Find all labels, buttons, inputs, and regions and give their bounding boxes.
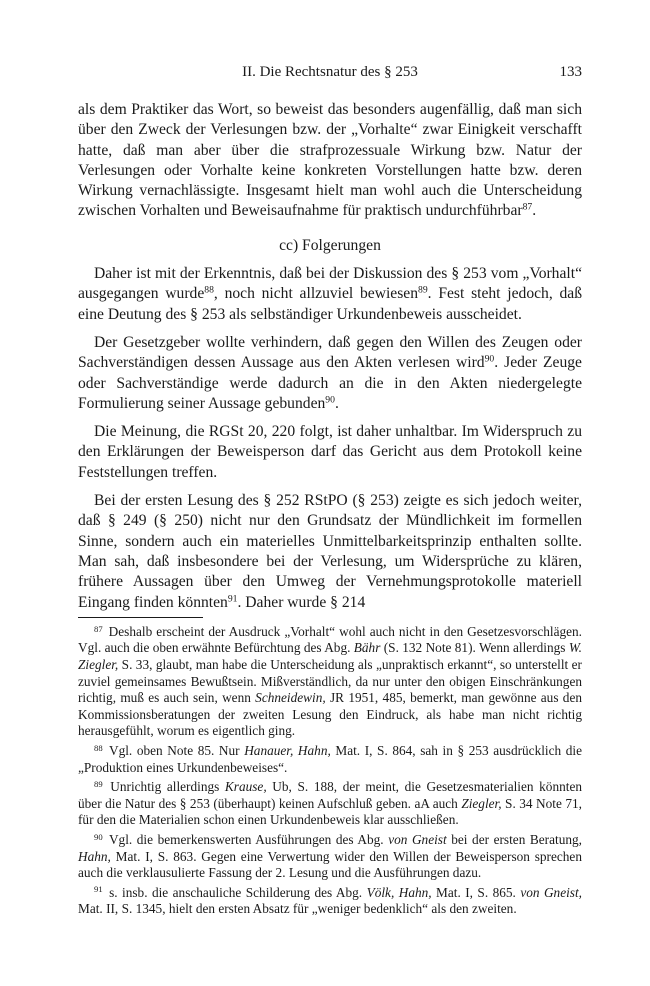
cited-name: von Gneist [388, 831, 447, 847]
footnote-text: Ub, S. 188, der meint, die Gesetzesmaterialien könnten über die Natur des § 253 (überhaupt) keinen Aufschluß geben. aA auch [78, 779, 582, 811]
footnote-reference: 88 [204, 285, 214, 297]
footnote-number: 88 [94, 742, 103, 753]
footnote-text: S. 33, glaubt, man habe die Unterscheidung als „unpraktisch erkannt“, so unterstellt er zuviel gemeinsames Bewußtsein. Mißverständlich, da nur unter den obigen Einschränkungen richtig, muß es auch sein, wenn [78, 657, 582, 706]
footnote [78, 743, 582, 776]
footnote-text: Mat. I, S. 863. Gegen eine Verwertung wider den Willen der Beweisperson sprechen auch die verklausulierte Fassung der 2. Lesung und die Ausführungen dazu. [78, 848, 582, 881]
running-header [78, 64, 582, 84]
footnote-text: Vgl. oben Note 85. Nur [108, 742, 245, 758]
cited-name: Ziegler, [461, 795, 502, 811]
paragraph-text: . Jeder Zeuge oder Sachverständige werde dadurch an die in den Akten niedergelegte Formulierung seiner Aussage gebunden [78, 354, 582, 412]
paragraph [78, 100, 582, 222]
section-heading: cc) Folgerungen [279, 236, 381, 254]
footnote-text: Vgl. die bemerkenswerten Ausführungen des Abg. [108, 831, 389, 847]
cited-name: Schneidewin, [255, 690, 326, 706]
cited-name: Bähr [353, 640, 381, 656]
footnote [78, 885, 582, 918]
cited-name: W. Ziegler, [78, 640, 582, 673]
footnote-reference: 87 [522, 202, 533, 214]
page-number: 133 [559, 64, 582, 80]
footnote-text: S. 34 Note 71, für den die Materialien schon einen Urkundenbeweis klar ausschließen. [78, 795, 582, 828]
footnote-reference: 89 [418, 285, 428, 297]
paragraph [78, 491, 582, 613]
paragraph [78, 264, 582, 325]
paragraph-text: . Daher wurde § 214 [237, 593, 366, 611]
footnote-divider [78, 617, 203, 618]
cited-name: Völk, Hahn, [366, 884, 432, 900]
main-text [78, 100, 582, 921]
running-title: II. Die Rechtsnatur des § 253 [242, 64, 418, 80]
footnote-reference: 91 [227, 593, 238, 605]
paragraph-text: , noch nicht allzuviel bewiesen [213, 285, 419, 303]
paragraph-text: . [334, 394, 339, 412]
footnote-text: (S. 132 Note 81). Wenn allerdings [380, 640, 569, 656]
footnote-number: 90 [94, 831, 103, 842]
paragraph-text: Daher ist mit der Erkenntnis, daß bei der Diskussion des § 253 vom „Vorhalt“ ausgegangen wurde [78, 265, 582, 303]
footnote-text: bei der ersten Beratung, [446, 831, 582, 847]
footnote-text: Deshalb erscheint der Ausdruck „Vorhalt“ wohl auch nicht in den Gesetzesvorschlägen. Vgl. auch die oben erwähnte Befürchtung des Abg. [78, 623, 582, 656]
footnote-text: s. insb. die anschauliche Schilderung des Abg. [109, 884, 367, 900]
footnote-text: Mat. I, S. 864, sah in § 253 ausdrücklich die „Produktion eines Urkundenbeweises“. [78, 742, 583, 775]
footnote-number: 89 [94, 778, 103, 789]
footnote [78, 624, 582, 740]
footnote-number: 91 [94, 884, 103, 895]
footnote-reference: 90 [325, 394, 335, 406]
footnote-text: JR 1951, 485, bemerkt, man gewönne aus den Kommissionsberatungen der zweiten Lesung den Eindruck, als habe man nicht richtig herausgefühlt, worum es eigentlich ging. [78, 690, 583, 739]
paragraph-text: Bei der ersten Lesung des § 252 RStPO (§ 253) zeigte es sich jedoch weiter, daß § 249 (§ 250) nicht nur den Grundsatz der Mündlichkeit im formellen Sinne, sondern auch ein materielles Unmittelbarkeitsprinzip enthalten sollte. Man sah, daß insbesondere bei der Verlesung, um Widersprüche zu klären, frühere Aussagen über den Umweg der Vernehmungsprotokolle materiell Eingang finden könnten [78, 492, 582, 611]
footnote [78, 832, 582, 882]
cited-name: Hahn, [78, 848, 111, 864]
paragraph-text: als dem Praktiker das Wort, so beweist das besonders augenfällig, daß man sich über den Zweck der Verlesungen bzw. der „Vorhalte“ zwar Einigkeit verschafft hatte, daß man aber über die strafprozessuale Wirkung bzw. Natur der Verlesungen oder Vorhalte keine konkreten Vorstellungen hatte bzw. deren Wirkung vernachlässigte. Insgesamt hielt man wohl auch die Unterscheidung zwischen Vorhalten und Beweisaufnahme für praktisch undurchführbar [78, 101, 582, 220]
paragraph-text: Der Gesetzgeber wollte verhindern, daß gegen den Willen des Zeugen oder Sachverständigen dessen Aussage aus den Akten verlesen wird [78, 333, 582, 372]
footnotes [78, 624, 582, 918]
cited-name: Hanauer, Hahn, [244, 742, 331, 758]
footnote-text: Mat. I, S. 865. [431, 884, 521, 900]
paragraph [78, 333, 582, 414]
cited-name: von Gneist, [520, 884, 582, 900]
paragraph-text: . [532, 202, 537, 220]
footnote-text: Unrichtig allerdings [110, 779, 225, 795]
footnote-reference: 90 [484, 353, 495, 365]
footnote-number: 87 [94, 623, 103, 634]
paragraph: Die Meinung, die RGSt 20, 220 folgt, ist daher unhaltbar. Im Widerspruch zu den Erklärungen der Beweisperson darf das Gericht aus dem Protokoll keine Feststellungen treffen. [78, 423, 582, 481]
footnote [78, 779, 582, 829]
cited-name: Krause, [224, 779, 267, 795]
paragraph-text: . Fest steht jedoch, daß eine Deutung des § 253 als selbständiger Urkundenbeweis ausscheidet. [78, 285, 582, 323]
footnote-text: Mat. II, S. 1345, hielt den ersten Absatz für „weniger bedenklich“ als den zweiten. [78, 901, 517, 917]
